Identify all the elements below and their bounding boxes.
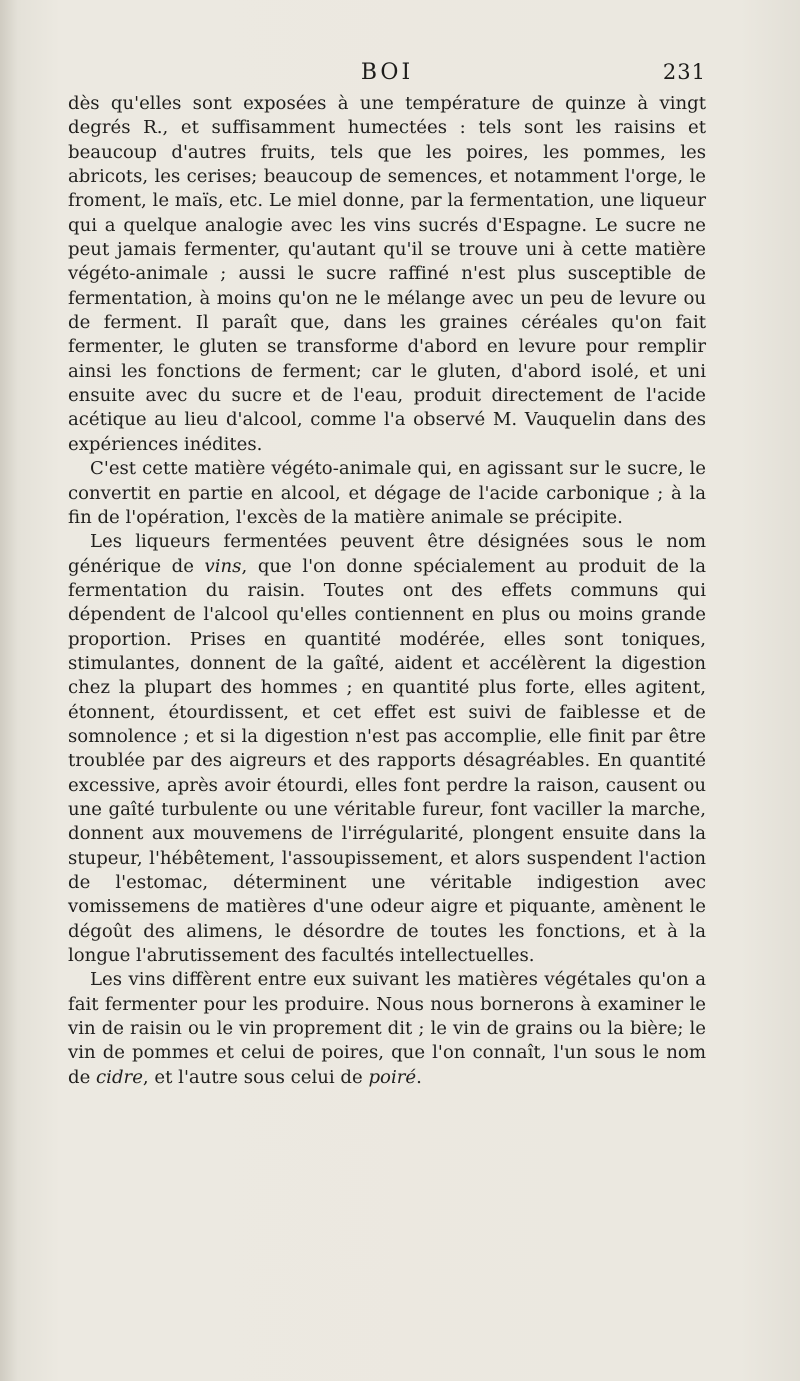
paragraph-kinds-of-wine-end: . (416, 1066, 422, 1088)
paragraph-fermented-liquors (68, 530, 706, 968)
term-cidre: cidre (96, 1066, 143, 1088)
body-text (68, 92, 706, 1090)
paragraph-kinds-of-wine (68, 968, 706, 1090)
paragraph-fermented-liquors-part1: Les liqueurs fermentées peuvent être désignées sous le nom générique de (68, 531, 706, 577)
paragraph-kinds-of-wine-part2: , et l'autre sous celui de (142, 1066, 369, 1088)
page-number: 231 (662, 60, 706, 84)
paragraph-fermented-liquors-part2: , que l'on donne spécialement au produit de la fermentation du raisin. Toutes ont des effets communs qui dépendent de l'alcool qu'elles contiennent en plus ou moins grande proportion. Prises en quantité modérée, elles sont toniques, stimulantes, donnent de la gaîté, aident et accélèrent la digestion chez la plupart des hommes ; en quantité plus forte, elles agitent, étonnent, étourdissent, et cet effet est suivi de faiblesse et de somnolence ; et si la digestion n'est pas accomplie, elle finit par être troublée par des aigreurs et des rapports désagréables. En quantité excessive, après avoir étourdi, elles font perdre la raison, causent ou une gaîté turbulente ou une véritable fureur, font vaciller la marche, donnent aux mouvemens de l'irrégularité, plongent ensuite dans la stupeur, l'hébêtement, l'assoupissement, et alors suspendent l'action de l'estomac, déterminent une véritable indigestion avec vomissemens de matières d'une odeur aigre et piquante, amènent le dégoût des alimens, le désordre de toutes les fonctions, et à la longue l'abrutissement des facultés intellectuelles. (68, 555, 707, 967)
paragraph-kinds-of-wine-part1: Les vins diffèrent entre eux suivant les matières végétales qu'on a fait fermenter pour les produire. Nous nous bornerons à examiner le vin de raisin ou le vin proprement dit ; le vin de grains ou la bière; le vin de pommes et celui de poires, que l'on connaît, l'un sous le nom de (68, 969, 706, 1088)
paragraph-vegeto-animal-matter: C'est cette matière végéto-animale qui, en agissant sur le sucre, le convertit en partie en alcool, et dégage de l'acide carbonique ; à la fin de l'opération, l'excès de la matière animale se précipite. (68, 458, 706, 528)
term-poire: poiré (368, 1066, 417, 1088)
running-head: BOI (360, 60, 414, 85)
page-header (68, 60, 706, 90)
term-vins: vins (204, 555, 242, 577)
paragraph-fermentation-fruits: dès qu'elles sont exposées à une température de quinze à vingt degrés R., et suffisamment humectées : tels sont les raisins et beaucoup d'autres fruits, tels que les poires, les pommes, les abricots, les cerises; beaucoup de semences, et notamment l'orge, le froment, le maïs, etc. Le miel donne, par la fermentation, une liqueur qui a quelque analogie avec les vins sucrés d'Espagne. Le sucre ne peut jamais fermenter, qu'autant qu'il se trouve uni à cette matière végéto-animale ; aussi le sucre raffiné n'est plus susceptible de fermentation, à moins qu'on ne le mélange avec un peu de levure ou de ferment. Il paraît que, dans les graines céréales qu'on fait fermenter, le gluten se transforme d'abord en levure pour remplir ainsi les fonctions de ferment; car le gluten, d'abord isolé, et uni ensuite avec du sucre et de l'eau, produit directement de l'acide acétique au lieu d'alcool, comme l'a observé M. Vauquelin dans des expériences inédites. (68, 93, 706, 455)
